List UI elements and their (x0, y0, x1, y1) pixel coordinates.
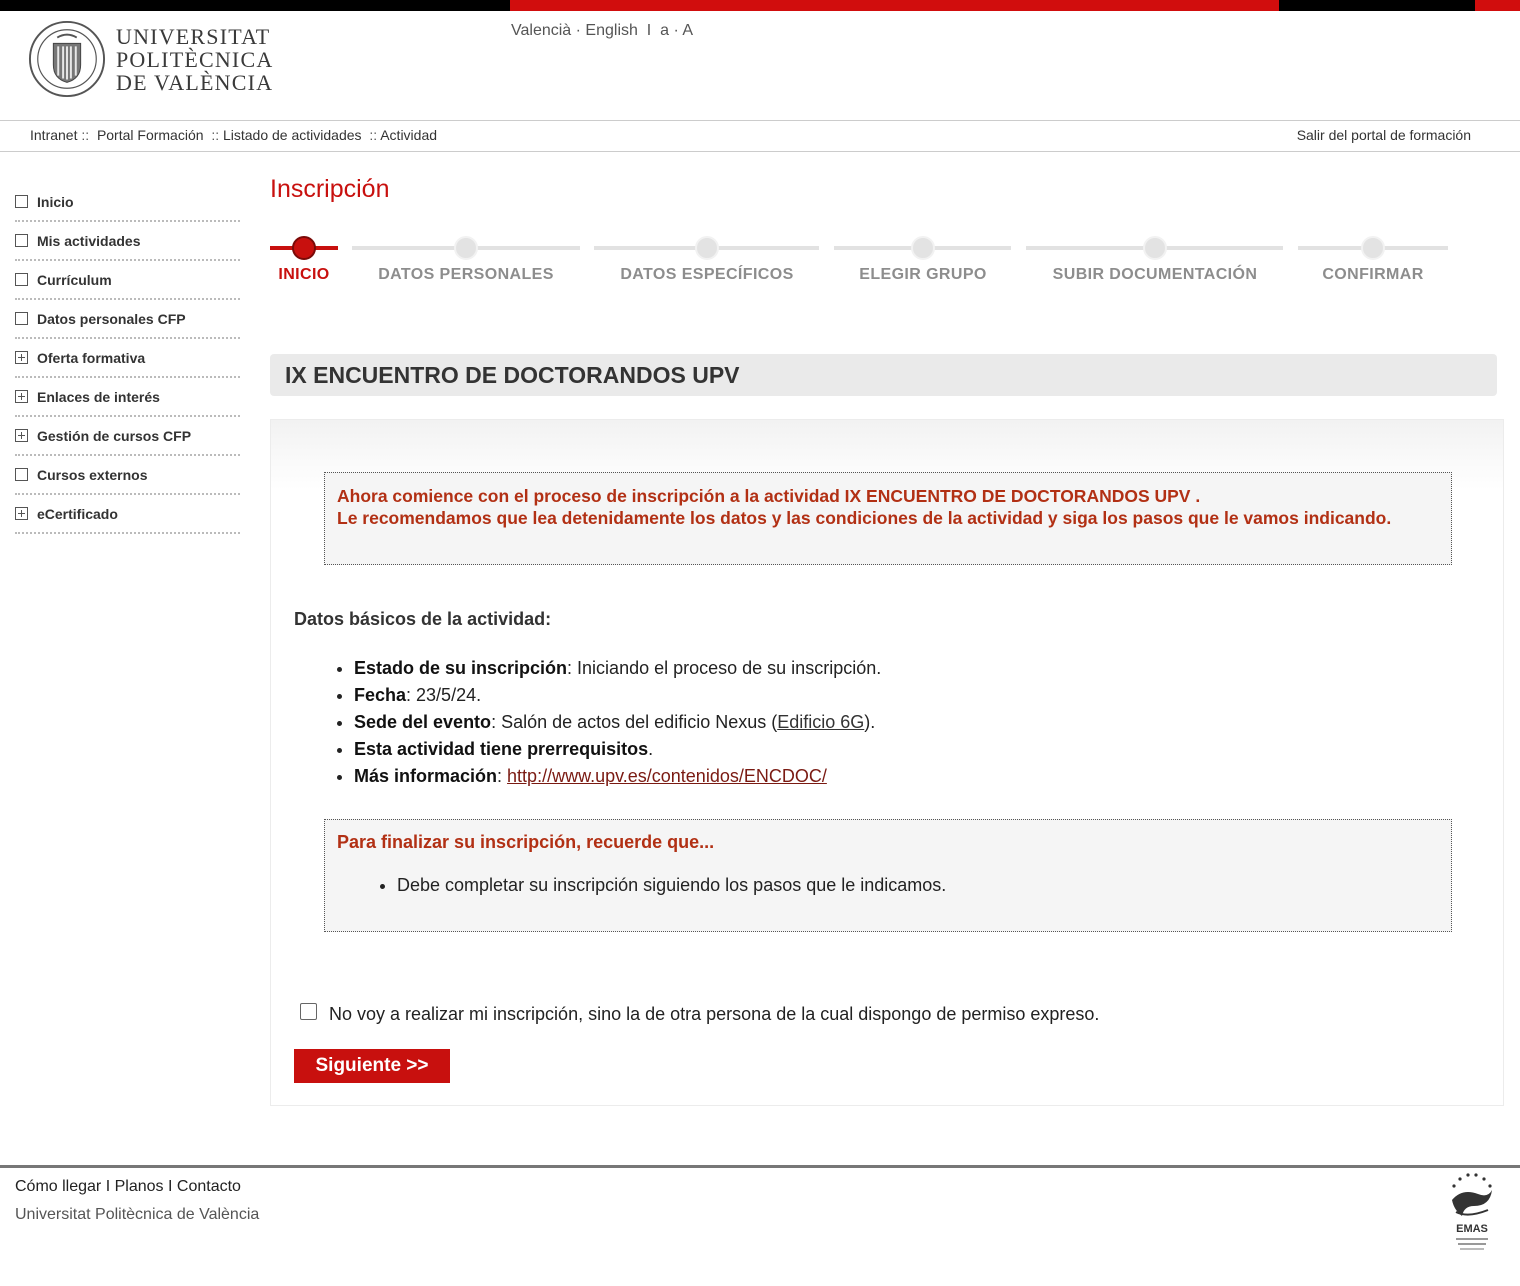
sidebar-item-gestion-cursos-cfp[interactable]: Gestión de cursos CFP (15, 417, 240, 456)
step-confirmar-dot (1361, 236, 1385, 260)
footer-divider (0, 1165, 1520, 1168)
step-subir-documentacion-dot (1143, 236, 1167, 260)
expand-icon[interactable] (15, 507, 28, 520)
checkbox-icon (15, 273, 28, 286)
activity-panel (270, 419, 1504, 1106)
sidebar-item-inicio[interactable]: Inicio (15, 183, 240, 222)
breadcrumb-portal-formacion[interactable]: Portal Formación (96, 127, 204, 143)
emas-logo-icon (1446, 1170, 1498, 1260)
list-item: • Más información: http://www.upv.es/contenidos/ENCDOC/ (354, 763, 881, 790)
sidebar-item-enlaces-interes[interactable]: Enlaces de interés (15, 378, 240, 417)
next-button[interactable]: Siguiente >> (294, 1049, 450, 1083)
logout-link[interactable]: Salir del portal de formación (1296, 127, 1471, 143)
expand-icon[interactable] (15, 390, 28, 403)
edificio-link[interactable]: Edificio 6G (777, 712, 865, 732)
step-datos-especificos-dot (695, 236, 719, 260)
step-datos-especificos-label: DATOS ESPECÍFICOS (620, 266, 794, 283)
footer-links: Cómo llegar I Planos I Contacto (15, 1178, 241, 1195)
checkbox-icon (15, 234, 28, 247)
breadcrumb-intranet[interactable]: Intranet (30, 127, 78, 143)
step-inicio-dot (292, 236, 316, 260)
sidebar-item-oferta-formativa[interactable]: Oferta formativa (15, 339, 240, 378)
footer-como-llegar-link[interactable]: Cómo llegar (15, 1178, 102, 1195)
font-separator: · (673, 22, 679, 39)
list-item: • Esta actividad tiene prerrequisitos. (354, 736, 881, 763)
start-notice (324, 472, 1452, 565)
activity-title: IX ENCUENTRO DE DOCTORANDOS UPV (285, 362, 740, 388)
step-subir-documentacion-label: SUBIR DOCUMENTACIÓN (1052, 266, 1258, 283)
list-item: • Fecha: 23/5/24. (354, 682, 881, 709)
checkbox-icon (15, 312, 28, 325)
breadcrumb-listado-actividades[interactable]: Listado de actividades (222, 127, 362, 143)
breadcrumb: Intranet :: Portal Formación :: Listado de actividades :: Actividad (30, 127, 438, 143)
sidebar-item-ecertificado[interactable]: eCertificado (15, 495, 240, 534)
progress-steps (270, 234, 1460, 294)
expand-icon[interactable] (15, 429, 28, 442)
third-party-consent (300, 1004, 1099, 1025)
step-datos-personales-label: DATOS PERSONALES (378, 266, 554, 283)
university-name: UNIVERSITAT POLITÈCNICA DE VALÈNCIA (116, 23, 274, 95)
step-inicio-label: INICIO (278, 266, 330, 283)
university-seal-icon (28, 20, 106, 98)
sidebar-item-datos-personales-cfp[interactable]: Datos personales CFP (15, 300, 240, 339)
step-confirmar-label: CONFIRMAR (1322, 266, 1424, 283)
footer-contacto-link[interactable]: Contacto (176, 1178, 241, 1195)
step-elegir-grupo-dot (911, 236, 935, 260)
finalizar-title: Para finalizar su inscripción, recuerde que... (337, 832, 715, 852)
list-item: • Sede del evento: Salón de actos del edificio Nexus (Edificio 6G). (354, 709, 881, 736)
finalizar-box (324, 819, 1452, 932)
more-info-link[interactable]: http://www.upv.es/contenidos/ENCDOC/ (507, 766, 827, 786)
checkbox-icon (15, 468, 28, 481)
font-small-link[interactable]: a (660, 22, 670, 39)
notice-line-2: Le recomendamos que lea detenidamente los datos y las condiciones de la actividad y siga los pasos que le vamos indicando. (337, 508, 1392, 528)
university-logo[interactable] (28, 20, 273, 98)
notice-line-1: Ahora comience con el proceso de inscripción a la actividad IX ENCUENTRO DE DOCTORANDOS UPV . (337, 486, 1201, 506)
breadcrumb-actividad: Actividad (380, 127, 438, 143)
lang-separator: · (575, 22, 581, 39)
lang-separator: I (646, 22, 652, 39)
expand-icon[interactable] (15, 351, 28, 364)
checkbox-icon (15, 195, 28, 208)
footer-planos-link[interactable]: Planos (114, 1178, 164, 1195)
lang-english-link[interactable]: English (585, 22, 638, 39)
step-datos-personales-dot (454, 236, 478, 260)
breadcrumb-bar (0, 120, 1520, 152)
footer-university-name: Universitat Politècnica de València (15, 1206, 260, 1223)
datos-basicos-list (354, 655, 881, 790)
sidebar-item-mis-actividades[interactable]: Mis actividades (15, 222, 240, 261)
lang-valencia-link[interactable]: Valencià (511, 22, 572, 39)
sidebar-nav (15, 183, 240, 534)
activity-header (270, 354, 1497, 396)
third-party-label[interactable]: No voy a realizar mi inscripción, sino la de otra persona de la cual dispongo de permiso expreso. (329, 1004, 1100, 1024)
language-switcher (511, 22, 693, 40)
list-item: • Estado de su inscripción: Iniciando el proceso de su inscripción. (354, 655, 881, 682)
top-color-bar (0, 0, 1520, 11)
sidebar-item-curriculum[interactable]: Currículum (15, 261, 240, 300)
font-large-link[interactable]: A (682, 22, 694, 39)
sidebar-item-cursos-externos[interactable]: Cursos externos (15, 456, 240, 495)
finalizar-item: • Debe completar su inscripción siguiendo los pasos que le indicamos. (397, 875, 1439, 896)
step-elegir-grupo-label: ELEGIR GRUPO (859, 266, 987, 283)
datos-basicos-title: Datos básicos de la actividad: (294, 609, 552, 629)
svg-text:EMAS: EMAS (1456, 1223, 1488, 1235)
page-title: Inscripción (270, 175, 390, 203)
third-party-checkbox[interactable] (300, 1003, 317, 1020)
